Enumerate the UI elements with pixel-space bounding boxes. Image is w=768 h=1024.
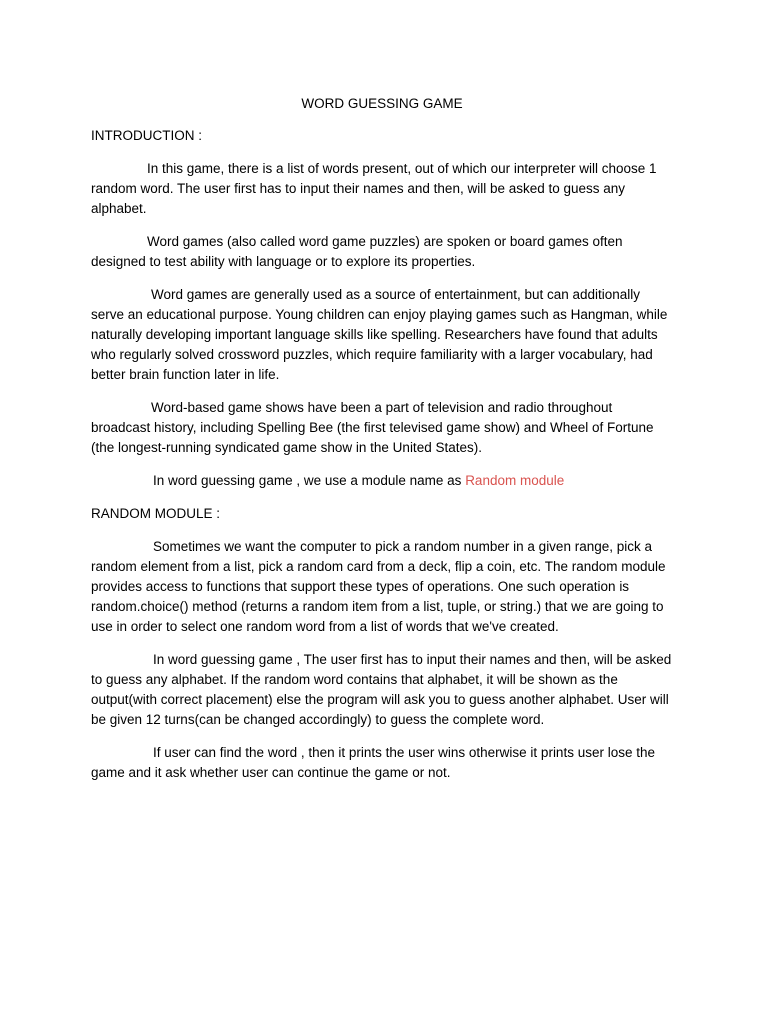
random-module-link[interactable]: Random module	[465, 473, 565, 488]
document-title: WORD GUESSING GAME	[301, 96, 463, 111]
module-line-text: In word guessing game , we use a module name as	[153, 473, 466, 488]
intro-paragraph-3: Word games are generally used as a source of entertainment, but can additionally serve an educational purpose. Young children can enjoy playing games such as Hangman, while naturally developing important language skills like spelling. Researchers have found that adults who regularly solved crossword puzzles, which require familiarity with a larger vocabulary, had better brain function later in life.	[91, 287, 668, 382]
intro-paragraph-2: Word games (also called word game puzzles) are spoken or board games often designed to test ability with language or to explore its properties.	[91, 234, 623, 269]
document-body	[91, 94, 673, 796]
intro-paragraph-1: In this game, there is a list of words present, out of which our interpreter will choose 1 random word. The user first has to input their names and then, will be asked to guess any alphabet.	[91, 161, 657, 216]
module-line	[91, 471, 673, 491]
intro-paragraph-4: Word-based game shows have been a part of television and radio throughout broadcast history, including Spelling Bee (the first televised game show) and Wheel of Fortune (the longest-running syndicated game show in the United States).	[91, 400, 654, 455]
random-module-heading: RANDOM MODULE :	[91, 506, 221, 521]
introduction-heading: INTRODUCTION :	[91, 128, 202, 143]
random-paragraph-3: If user can find the word , then it prints the user wins otherwise it prints user lose the game and it ask whether user can continue the game or not.	[91, 745, 655, 780]
random-paragraph-1: Sometimes we want the computer to pick a random number in a given range, pick a random element from a list, pick a random card from a deck, flip a coin, etc. The random module provides access to functions that support these types of operations. One such operation is random.choice() method (returns a random item from a list, tuple, or string.) that we are going to use in order to select one random word from a list of words that we've created.	[91, 539, 666, 634]
random-paragraph-2: In word guessing game , The user first has to input their names and then, will be asked to guess any alphabet. If the random word contains that alphabet, it will be shown as the output(with correct placement) else the program will ask you to guess another alphabet. User will be given 12 turns(can be changed accordingly) to guess the complete word.	[91, 652, 672, 727]
